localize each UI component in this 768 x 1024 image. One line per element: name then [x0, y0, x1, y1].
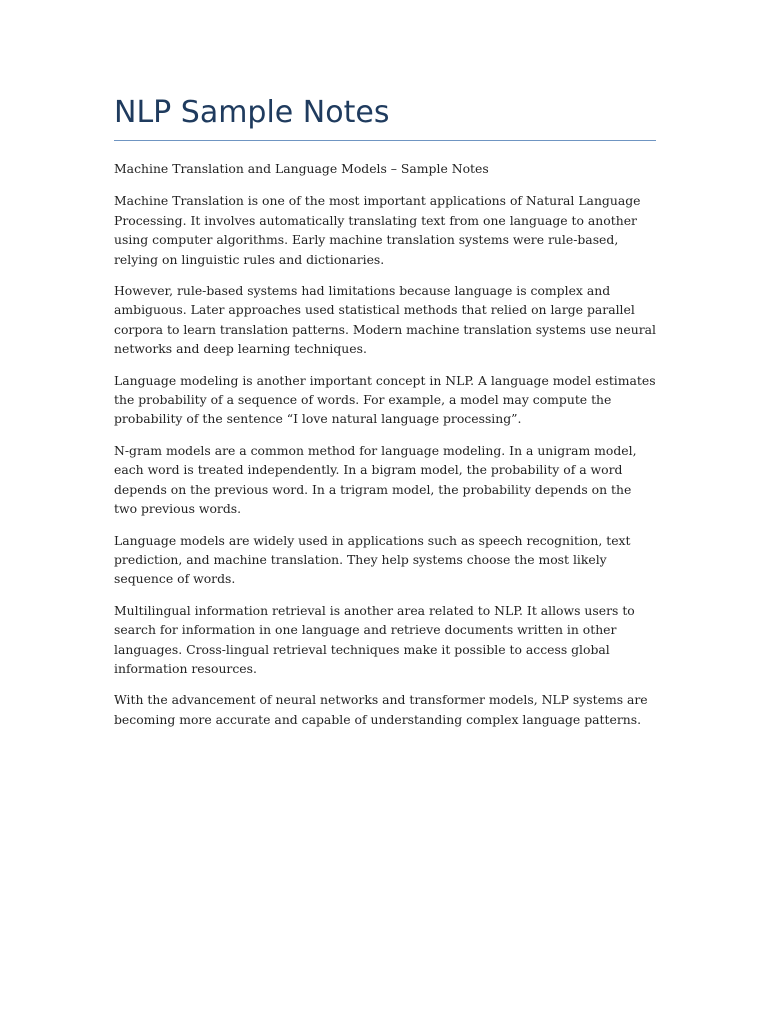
document-subtitle: Machine Translation and Language Models – Sample Notes — [114, 161, 489, 176]
paragraph-multilingual-retrieval: Multilingual information retrieval is another area related to NLP. It allows users to search for information in one language and retrieve documents written in other languages. Cross-lingual retrieval techniques make it possible to access global information resources. — [114, 602, 635, 676]
document-body — [114, 94, 656, 741]
paragraph-machine-translation: Machine Translation is one of the most important applications of Natural Language Processing. It involves automatically translating text from one language to another using computer algorithms. Early machine translation systems were rule-based, relying on linguistic rules and dictionaries. — [114, 193, 641, 267]
document-title: NLP Sample Notes — [114, 95, 390, 130]
paragraph-language-modeling: Language modeling is another important concept in NLP. A language model estimates the probability of a sequence of words. For example, a model may compute the probability of the sentence “I love natural language processing”. — [114, 372, 656, 427]
paragraph-transformer-models: With the advancement of neural networks and transformer models, NLP systems are becoming more accurate and capable of understanding complex language patterns. — [114, 692, 648, 727]
paragraph-rule-based-limitations: However, rule-based systems had limitations because language is complex and ambiguous. Later approaches used statistical methods that relied on large parallel corpora to learn translation patterns. Modern machine translation systems use neural networks and deep learning techniques. — [114, 283, 656, 357]
title-divider — [114, 140, 656, 141]
paragraph-language-model-applications: Language models are widely used in applications such as speech recognition, text prediction, and machine translation. They help systems choose the most likely sequence of words. — [114, 532, 631, 587]
paragraph-ngram-models: N-gram models are a common method for language modeling. In a unigram model, each word is treated independently. In a bigram model, the probability of a word depends on the previous word. In a trigram model, the probability depends on the two previous words. — [114, 442, 637, 517]
